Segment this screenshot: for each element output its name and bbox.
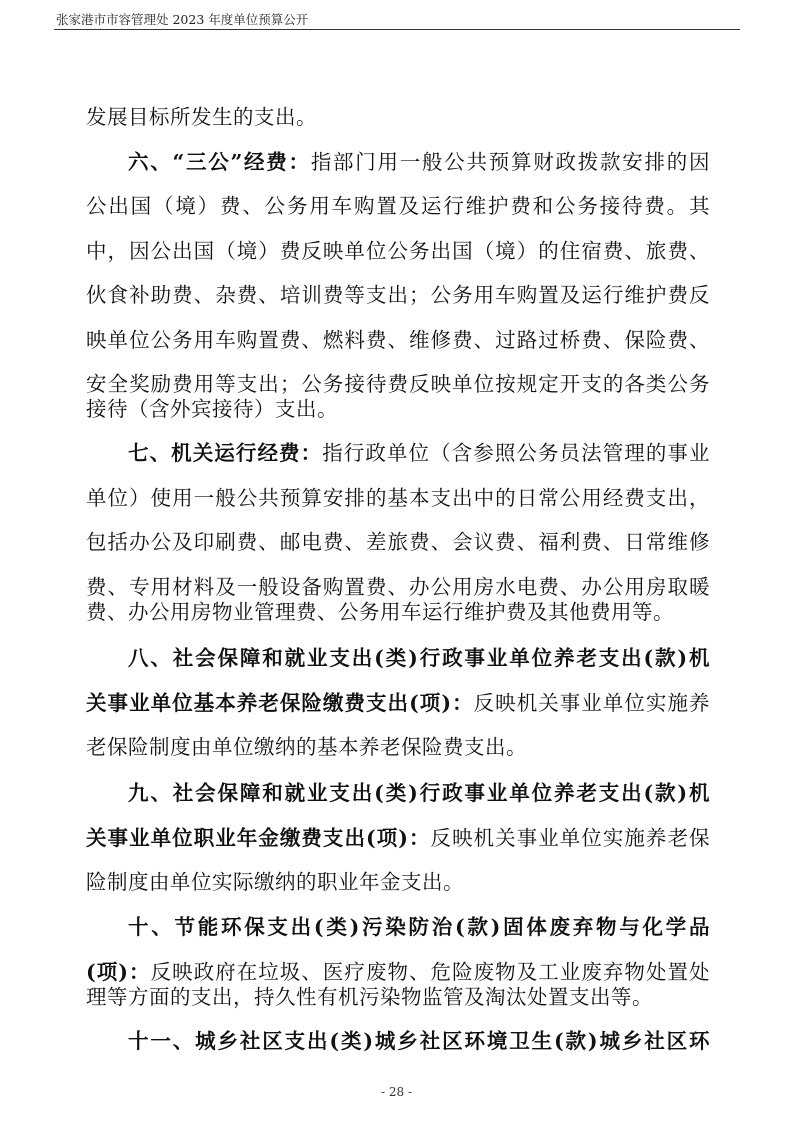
section-nine-line xyxy=(86,824,710,852)
section-text: 指行政单位（含参照公务员法管理的事业 xyxy=(322,441,710,465)
section-heading-basic-pension: 关事业单位基本养老保险缴费支出(项)： xyxy=(86,691,474,715)
page-number: - 28 - xyxy=(380,1085,412,1099)
body-line: 险制度由单位实际缴纳的职业年金支出。 xyxy=(86,870,464,894)
header-divider xyxy=(54,29,740,30)
section-text: 反映机关事业单位实施养老保 xyxy=(430,826,710,850)
body-line: 包括办公及印刷费、邮电费、差旅费、会议费、福利费、日常维修 xyxy=(86,530,710,554)
body-line: 伙食补助费、杂费、培训费等支出；公务用车购置及运行维护费反 xyxy=(86,283,710,307)
body-line: 理等方面的支出，持久性有机污染物监管及淘汰处置支出等。 xyxy=(86,985,653,1009)
section-ten-heading: 十、节能环保支出(类)污染防治(款)固体废弃物与化学品 xyxy=(128,915,710,939)
section-text: 指部门用一般公共预算财政拨款安排的因 xyxy=(310,150,710,174)
section-eight-heading: 八、社会保障和就业支出(类)行政事业单位养老支出(款)机 xyxy=(128,646,710,670)
body-line: 费、专用材料及一般设备购置费、办公用房水电费、办公用房取暖 xyxy=(86,575,710,599)
section-heading-occupational-annuity: 关事业单位职业年金缴费支出(项)： xyxy=(86,826,431,850)
section-text: 反映政府在垃圾、医疗废物、危险废物及工业废弃物处置处 xyxy=(150,960,710,984)
document-header-title: 张家港市市容管理处 2023 年度单位预算公开 xyxy=(56,12,309,27)
body-line: 发展目标所发生的支出。 xyxy=(86,105,317,129)
body-line: 接待（含外宾接待）支出。 xyxy=(86,397,338,421)
section-nine-heading: 九、社会保障和就业支出(类)行政事业单位养老支出(款)机 xyxy=(128,781,710,805)
section-heading-three-public-expenses: 六、“三公”经费： xyxy=(128,150,311,174)
section-six-line xyxy=(128,148,710,176)
section-heading-solid-waste: (项)： xyxy=(86,960,151,984)
body-line: 安全奖励费用等支出；公务接待费反映单位按规定开支的各类公务 xyxy=(86,372,710,396)
section-eight-line xyxy=(86,689,710,717)
body-line: 映单位公务用车购置费、燃料费、维修费、过路过桥费、保险费、 xyxy=(86,328,710,352)
body-line: 公出国（境）费、公务用车购置及运行维护费和公务接待费。其 xyxy=(86,194,710,218)
section-eleven-heading: 十一、城乡社区支出(类)城乡社区环境卫生(款)城乡社区环 xyxy=(128,1029,710,1053)
section-text: 反映机关事业单位实施养 xyxy=(473,691,710,715)
section-ten-line xyxy=(86,958,710,986)
body-line: 中，因公出国（境）费反映单位公务出国（境）的住宿费、旅费、 xyxy=(86,239,710,263)
body-line: 费、办公用房物业管理费、公务用车运行维护费及其他费用等。 xyxy=(86,600,674,624)
body-line: 老保险制度由单位缴纳的基本养老保险费支出。 xyxy=(86,735,527,759)
section-seven-line xyxy=(128,439,710,467)
section-heading-agency-operating-expenses: 七、机关运行经费： xyxy=(128,441,323,465)
body-line: 单位）使用一般公共预算安排的基本支出中的日常公用经费支出， xyxy=(86,486,710,510)
